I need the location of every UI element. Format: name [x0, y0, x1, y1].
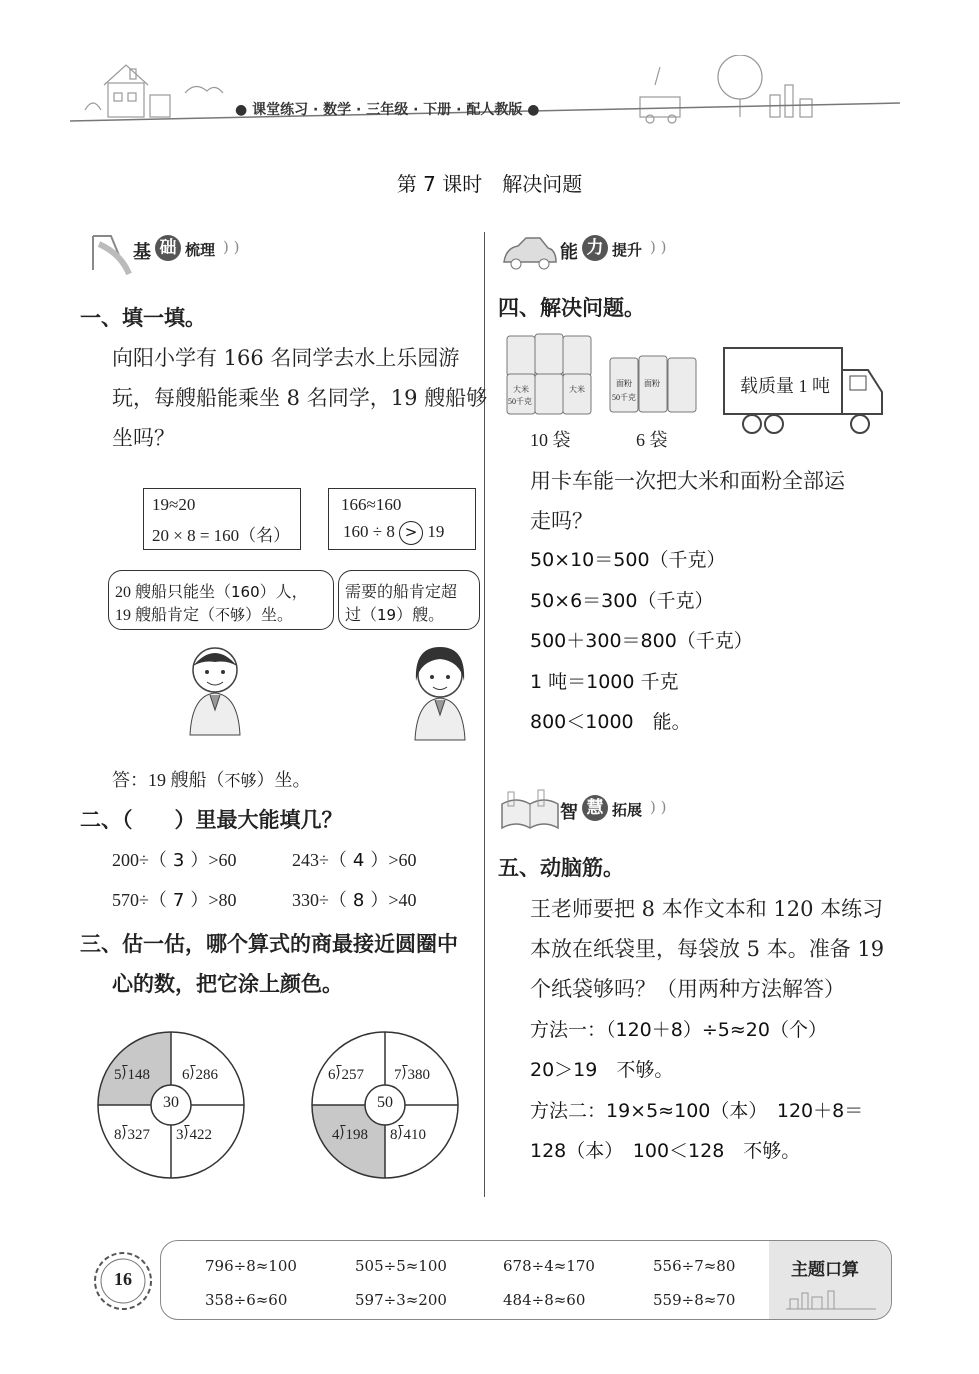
bubble-right-text: 过（ [345, 607, 378, 624]
q4-question-line-1: 用卡车能一次把大米和面粉全部运 [530, 469, 845, 493]
answer-text: ）坐。 [256, 770, 311, 790]
q3-heading-line-1: 三、估一估，哪个算式的商最接近圆圈中 [80, 932, 458, 956]
bubble-left-text: ）坐。 [245, 607, 294, 624]
section-banner-basic [85, 228, 285, 276]
bubble-right-line-1: 需要的船肯定超 [345, 584, 458, 601]
q2-heading: 二、（ ）里最大能填几？ [80, 808, 343, 832]
wave-icon: ) ) [223, 238, 240, 256]
rice-bag-label: 大米 [513, 385, 529, 394]
compare-circle: > [399, 521, 423, 545]
oral-calc-item: 559÷8≈70 [653, 1291, 736, 1309]
q2-answer: 4 [352, 850, 365, 871]
q5-work-line-4: 128（本） 100＜128 不够。 [530, 1140, 801, 1162]
q4-heading: 四、解决问题。 [498, 296, 645, 320]
boy-illustration-icon [180, 640, 250, 740]
wheel-cell-top-right[interactable]: 7⟌380 [394, 1067, 431, 1083]
section-banner-wisdom [498, 788, 698, 836]
answer-text: 答：19 艘船（ [112, 770, 225, 790]
bubble-left-text: 20 艘船只能坐（ [115, 584, 232, 601]
girl-illustration-icon [405, 645, 475, 745]
banner-prefix: 能 [560, 242, 578, 263]
banner-badge: 础 [155, 235, 181, 261]
flour-bag-weight: 50千克 [612, 393, 636, 402]
truck [722, 346, 888, 438]
q2-expr: 200÷（ [112, 850, 167, 870]
oral-calc-item: 796÷8≈100 [205, 1257, 297, 1275]
q2-item-4 [292, 886, 417, 912]
wheel-cell-bottom-right[interactable]: 3⟌422 [176, 1127, 213, 1143]
q4-work-line-3: 500＋300＝800（千克） [530, 630, 753, 652]
q2-answer: 3 [172, 850, 185, 871]
page-number: 16 [114, 1269, 132, 1289]
wave-icon: ) ) [650, 798, 667, 816]
truck-capacity-label: 载质量 1 吨 [740, 376, 830, 396]
flour-bags [608, 352, 700, 414]
wheel-cell-bottom-right[interactable]: 8⟌410 [390, 1127, 427, 1143]
box-right-number: 19 [427, 522, 445, 541]
q4-work-line-2: 50×6＝300（千克） [530, 590, 714, 612]
q4-question-line-2: 走吗？ [530, 509, 593, 533]
box-right-line-1: 166≈160 [341, 495, 402, 514]
wheel-cell-top-right[interactable]: 6⟌286 [182, 1067, 219, 1083]
oral-calc-item: 358÷6≈60 [205, 1291, 288, 1309]
q2-expr: 570÷（ [112, 890, 167, 910]
q1-answer [112, 766, 311, 792]
bubble-right-line-2 [345, 602, 444, 625]
estimate-wheel-2 [310, 1030, 460, 1180]
q4-work-line-4: 1 吨＝1000 千克 [530, 671, 679, 693]
banner-suffix: 梳理 [185, 241, 216, 259]
bubble-left-line-1 [115, 579, 308, 602]
q1-heading: 一、填一填。 [80, 306, 206, 330]
page-header [70, 55, 900, 130]
q4-work-line-1: 50×10＝500（千克） [530, 549, 726, 571]
banner-prefix: 智 [560, 802, 578, 823]
q1-text-line-2: 玩，每艘船能乘坐 8 名同学，19 艘船够 [112, 386, 488, 410]
bubble-right-text: ）艘。 [396, 607, 445, 624]
oral-calc-item: 484÷8≈60 [503, 1291, 586, 1309]
city-skyline-icon [786, 1289, 876, 1311]
q3-heading-line-2: 心的数，把它涂上颜色。 [112, 972, 343, 996]
lesson-title: 第 7 课时 解决问题 [396, 172, 583, 196]
wheel-cell-top-left[interactable]: 6⟌257 [328, 1067, 365, 1083]
wheel-cell-top-left[interactable]: 5⟌148 [114, 1067, 151, 1083]
q2-item-2 [292, 846, 417, 872]
wheel-center: 50 [377, 1094, 393, 1111]
oral-calc-item: 505÷5≈100 [355, 1257, 447, 1275]
column-divider [484, 232, 485, 1197]
rice-bag-label: 大米 [569, 385, 585, 394]
flour-bag-label: 面粉 [616, 379, 632, 388]
answer-fill: 不够 [224, 771, 257, 790]
q5-work-line-2: 20＞19 不够。 [530, 1059, 674, 1081]
q2-answer: 7 [172, 890, 185, 911]
answer-not-enough: 不够 [215, 606, 246, 624]
q2-item-1 [112, 846, 237, 872]
q5-heading: 五、动脑筋。 [498, 856, 624, 880]
banner-prefix: 基 [133, 242, 151, 263]
rice-bag-weight: 50千克 [508, 397, 532, 406]
q2-answer: 8 [352, 890, 365, 911]
speech-bubble-right [338, 570, 480, 630]
wheel-cell-bottom-left[interactable]: 8⟌327 [114, 1127, 151, 1143]
q2-expr: 243÷（ [292, 850, 347, 870]
rice-bags [505, 330, 593, 418]
oral-calc-item: 556÷7≈80 [653, 1257, 736, 1275]
wheel-center: 30 [163, 1094, 179, 1111]
estimate-box-right [328, 488, 476, 550]
oral-calc-panel [160, 1240, 892, 1320]
box-left-line-2: 20 × 8 = 160（名） [152, 526, 291, 545]
rice-count: 10 袋 [530, 430, 571, 450]
bubble-left-text: ）人， [259, 584, 308, 601]
oral-calc-item: 678÷4≈170 [503, 1257, 595, 1275]
banner-suffix: 拓展 [612, 801, 643, 819]
q2-expr: ）>60 [190, 850, 237, 870]
q5-work-line-3: 方法二：19×5≈100（本） 120＋8＝ [530, 1100, 864, 1122]
box-left-line-1: 19≈20 [152, 495, 196, 514]
speech-bubble-left [108, 570, 334, 630]
box-right-expr: 160 ÷ 8 [343, 522, 395, 541]
banner-badge: 慧 [582, 795, 608, 821]
banner-suffix: 提升 [612, 241, 643, 259]
flour-bag-label: 面粉 [644, 379, 660, 388]
box-right-line-2 [343, 521, 444, 545]
page-number-badge [92, 1250, 154, 1312]
q2-expr: ）>60 [370, 850, 417, 870]
q2-item-3 [112, 886, 237, 912]
wave-icon: ) ) [650, 238, 667, 256]
q4-work-line-5: 800＜1000 能。 [530, 711, 691, 733]
wheel-cell-bottom-left[interactable]: 4⟌198 [332, 1127, 369, 1143]
q5-text-line-3: 个纸袋够吗？（用两种方法解答） [530, 977, 845, 1001]
q2-expr: 330÷（ [292, 890, 347, 910]
section-banner-ability [498, 228, 698, 276]
answer-19: 19 [377, 606, 397, 624]
bubble-left-text: 19 艘船肯定（ [115, 607, 216, 624]
q1-text-line-1: 向阳小学有 166 名同学去水上乐园游 [112, 346, 460, 370]
footer-label: 主题口算 [791, 1260, 859, 1280]
estimate-box-left [143, 488, 301, 550]
series-title: ● 课堂练习 · 数学 · 三年级 · 下册 · 配人教版 ● [235, 102, 540, 118]
q2-expr: ）>40 [370, 890, 417, 910]
bubble-left-line-2 [115, 602, 293, 625]
q5-text-line-2: 本放在纸袋里，每袋放 5 本。准备 19 [530, 937, 885, 961]
flour-count: 6 袋 [636, 430, 668, 450]
banner-badge: 力 [582, 235, 608, 261]
q5-work-line-1: 方法一：（120＋8）÷5≈20（个） [530, 1019, 827, 1041]
estimate-wheel-1 [96, 1030, 246, 1180]
car-icon [498, 228, 562, 276]
book-icon [498, 788, 562, 836]
q5-text-line-1: 王老师要把 8 本作文本和 120 本练习 [530, 897, 884, 921]
oral-calc-item: 597÷3≈200 [355, 1291, 447, 1309]
answer-160: 160 [231, 583, 260, 601]
q2-expr: ）>80 [190, 890, 237, 910]
q1-text-line-3: 坐吗？ [112, 426, 175, 450]
